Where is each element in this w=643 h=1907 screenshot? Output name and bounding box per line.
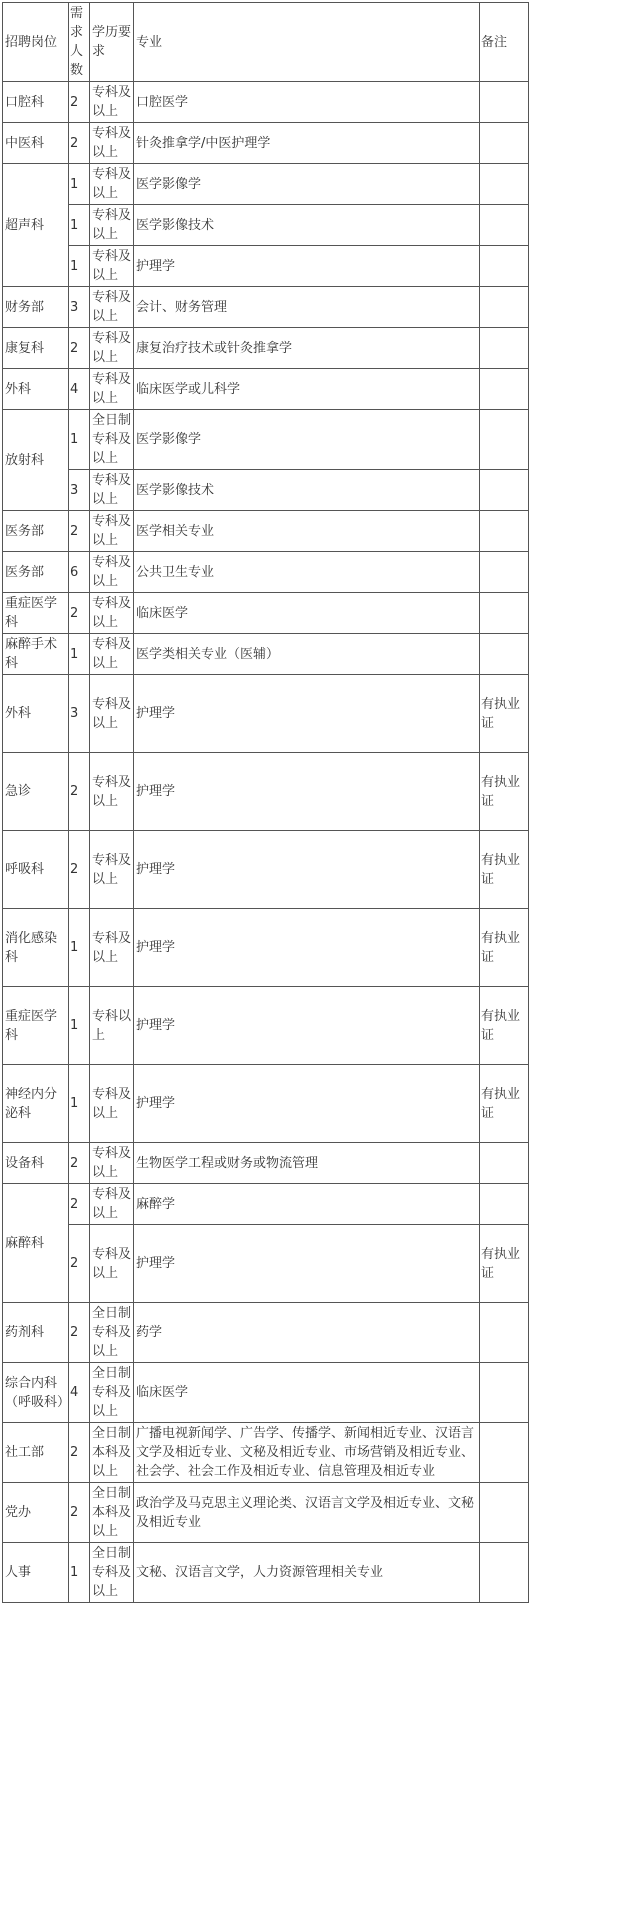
cell-major: 公共卫生专业 (134, 552, 480, 593)
cell-education: 专科及以上 (90, 831, 134, 909)
cell-education: 专科及以上 (90, 164, 134, 205)
cell-position: 设备科 (3, 1143, 69, 1184)
cell-position: 外科 (3, 369, 69, 410)
cell-note (480, 511, 529, 552)
cell-note (480, 1543, 529, 1603)
cell-count: 2 (69, 753, 90, 831)
cell-count: 2 (69, 1423, 90, 1483)
cell-major: 口腔医学 (134, 82, 480, 123)
cell-position: 人事 (3, 1543, 69, 1603)
cell-note (480, 1143, 529, 1184)
cell-major: 医学影像技术 (134, 205, 480, 246)
cell-note (480, 1483, 529, 1543)
cell-education: 专科及以上 (90, 1225, 134, 1303)
cell-education: 专科及以上 (90, 634, 134, 675)
table-row (3, 328, 529, 369)
cell-count: 2 (69, 1483, 90, 1543)
cell-major: 药学 (134, 1303, 480, 1363)
cell-count: 2 (69, 831, 90, 909)
cell-note (480, 82, 529, 123)
cell-note: 有执业证 (480, 675, 529, 753)
cell-major: 广播电视新闻学、广告学、传播学、新闻相近专业、汉语言文学及相近专业、文秘及相近专业、市场营销及相近专业、社会学、社会工作及相近专业、信息管理及相近专业 (134, 1423, 480, 1483)
cell-major: 政治学及马克思主义理论类、汉语言文学及相近专业、文秘及相近专业 (134, 1483, 480, 1543)
cell-count: 2 (69, 82, 90, 123)
cell-education: 专科以上 (90, 987, 134, 1065)
cell-count: 2 (69, 1184, 90, 1225)
cell-education: 全日制本科及以上 (90, 1423, 134, 1483)
cell-position: 医务部 (3, 511, 69, 552)
cell-note (480, 1423, 529, 1483)
table-row (3, 593, 529, 634)
cell-position: 财务部 (3, 287, 69, 328)
cell-position: 中医科 (3, 123, 69, 164)
table-row (3, 205, 529, 246)
cell-count: 1 (69, 164, 90, 205)
table-row (3, 675, 529, 753)
cell-note (480, 164, 529, 205)
cell-note (480, 470, 529, 511)
cell-count: 3 (69, 287, 90, 328)
cell-position: 重症医学科 (3, 593, 69, 634)
cell-count: 3 (69, 470, 90, 511)
cell-education: 专科及以上 (90, 287, 134, 328)
cell-education: 专科及以上 (90, 1143, 134, 1184)
table-row (3, 1303, 529, 1363)
cell-major: 医学影像学 (134, 410, 480, 470)
cell-position: 社工部 (3, 1423, 69, 1483)
cell-major: 护理学 (134, 753, 480, 831)
cell-major: 护理学 (134, 1065, 480, 1143)
cell-education: 专科及以上 (90, 470, 134, 511)
cell-position: 神经内分泌科 (3, 1065, 69, 1143)
cell-count: 2 (69, 1303, 90, 1363)
cell-note: 有执业证 (480, 909, 529, 987)
cell-note (480, 634, 529, 675)
cell-count: 6 (69, 552, 90, 593)
cell-position: 康复科 (3, 328, 69, 369)
cell-major: 针灸推拿学/中医护理学 (134, 123, 480, 164)
cell-major: 护理学 (134, 246, 480, 287)
table-row (3, 1423, 529, 1483)
cell-count: 2 (69, 328, 90, 369)
cell-major: 临床医学 (134, 1363, 480, 1423)
table-row (3, 287, 529, 328)
cell-note (480, 410, 529, 470)
cell-count: 2 (69, 1225, 90, 1303)
cell-count: 2 (69, 511, 90, 552)
table-row (3, 753, 529, 831)
cell-education: 专科及以上 (90, 1184, 134, 1225)
cell-position: 呼吸科 (3, 831, 69, 909)
cell-education: 全日制专科及以上 (90, 1543, 134, 1603)
table-row (3, 1143, 529, 1184)
cell-major: 会计、财务管理 (134, 287, 480, 328)
table-row (3, 1363, 529, 1423)
cell-position: 急诊 (3, 753, 69, 831)
table-row (3, 123, 529, 164)
cell-count: 4 (69, 369, 90, 410)
cell-major: 医学影像技术 (134, 470, 480, 511)
table-row (3, 831, 529, 909)
cell-note (480, 287, 529, 328)
table-row (3, 410, 529, 470)
table-row (3, 552, 529, 593)
table-row (3, 470, 529, 511)
cell-count: 1 (69, 246, 90, 287)
cell-major: 护理学 (134, 1225, 480, 1303)
cell-note (480, 369, 529, 410)
cell-position: 外科 (3, 675, 69, 753)
cell-education: 全日制本科及以上 (90, 1483, 134, 1543)
cell-major: 医学影像学 (134, 164, 480, 205)
cell-education: 专科及以上 (90, 511, 134, 552)
cell-position: 药剂科 (3, 1303, 69, 1363)
cell-major: 麻醉学 (134, 1184, 480, 1225)
cell-education: 专科及以上 (90, 909, 134, 987)
cell-count: 2 (69, 593, 90, 634)
cell-note: 有执业证 (480, 753, 529, 831)
table-header-row (3, 3, 529, 82)
cell-education: 全日制专科及以上 (90, 410, 134, 470)
header-education: 学历要求 (90, 3, 134, 82)
cell-education: 专科及以上 (90, 675, 134, 753)
cell-position: 口腔科 (3, 82, 69, 123)
cell-major: 护理学 (134, 831, 480, 909)
cell-education: 专科及以上 (90, 123, 134, 164)
cell-note (480, 205, 529, 246)
table-row (3, 1483, 529, 1543)
table-row (3, 1065, 529, 1143)
cell-count: 1 (69, 1543, 90, 1603)
table-row (3, 82, 529, 123)
cell-major: 医学类相关专业（医辅） (134, 634, 480, 675)
cell-education: 全日制专科及以上 (90, 1303, 134, 1363)
cell-count: 1 (69, 410, 90, 470)
cell-major: 临床医学 (134, 593, 480, 634)
table-row (3, 369, 529, 410)
table-row (3, 634, 529, 675)
cell-major: 生物医学工程或财务或物流管理 (134, 1143, 480, 1184)
header-position: 招聘岗位 (3, 3, 69, 82)
cell-note (480, 593, 529, 634)
cell-note: 有执业证 (480, 987, 529, 1065)
cell-major: 护理学 (134, 987, 480, 1065)
cell-note (480, 328, 529, 369)
cell-major: 康复治疗技术或针灸推拿学 (134, 328, 480, 369)
cell-position: 麻醉手术科 (3, 634, 69, 675)
header-major: 专业 (134, 3, 480, 82)
recruitment-table (2, 2, 529, 1603)
cell-position: 重症医学科 (3, 987, 69, 1065)
cell-note (480, 1363, 529, 1423)
cell-education: 专科及以上 (90, 205, 134, 246)
table-row (3, 987, 529, 1065)
cell-major: 临床医学或儿科学 (134, 369, 480, 410)
cell-position: 麻醉科 (3, 1184, 69, 1303)
cell-position: 综合内科（呼吸科） (3, 1363, 69, 1423)
cell-count: 1 (69, 205, 90, 246)
cell-education: 全日制专科及以上 (90, 1363, 134, 1423)
cell-education: 专科及以上 (90, 753, 134, 831)
cell-count: 1 (69, 987, 90, 1065)
cell-count: 1 (69, 634, 90, 675)
table-row (3, 1543, 529, 1603)
table-row (3, 1184, 529, 1225)
cell-education: 专科及以上 (90, 246, 134, 287)
header-note: 备注 (480, 3, 529, 82)
cell-note: 有执业证 (480, 831, 529, 909)
table-row (3, 909, 529, 987)
cell-position: 党办 (3, 1483, 69, 1543)
cell-position: 超声科 (3, 164, 69, 287)
cell-education: 专科及以上 (90, 552, 134, 593)
cell-education: 专科及以上 (90, 328, 134, 369)
cell-major: 文秘、汉语言文学，人力资源管理相关专业 (134, 1543, 480, 1603)
cell-major: 护理学 (134, 909, 480, 987)
cell-position: 放射科 (3, 410, 69, 511)
table-row (3, 1225, 529, 1303)
cell-major: 护理学 (134, 675, 480, 753)
cell-count: 2 (69, 1143, 90, 1184)
cell-education: 专科及以上 (90, 1065, 134, 1143)
cell-note (480, 552, 529, 593)
cell-education: 专科及以上 (90, 593, 134, 634)
cell-note: 有执业证 (480, 1065, 529, 1143)
cell-major: 医学相关专业 (134, 511, 480, 552)
cell-count: 2 (69, 123, 90, 164)
cell-note (480, 1303, 529, 1363)
cell-count: 4 (69, 1363, 90, 1423)
cell-position: 医务部 (3, 552, 69, 593)
cell-note: 有执业证 (480, 1225, 529, 1303)
cell-count: 1 (69, 1065, 90, 1143)
cell-note (480, 123, 529, 164)
header-count: 需求人数 (69, 3, 90, 82)
cell-count: 3 (69, 675, 90, 753)
cell-count: 1 (69, 909, 90, 987)
table-row (3, 246, 529, 287)
cell-education: 专科及以上 (90, 82, 134, 123)
cell-position: 消化感染科 (3, 909, 69, 987)
cell-note (480, 246, 529, 287)
cell-education: 专科及以上 (90, 369, 134, 410)
table-row (3, 164, 529, 205)
table-row (3, 511, 529, 552)
cell-note (480, 1184, 529, 1225)
